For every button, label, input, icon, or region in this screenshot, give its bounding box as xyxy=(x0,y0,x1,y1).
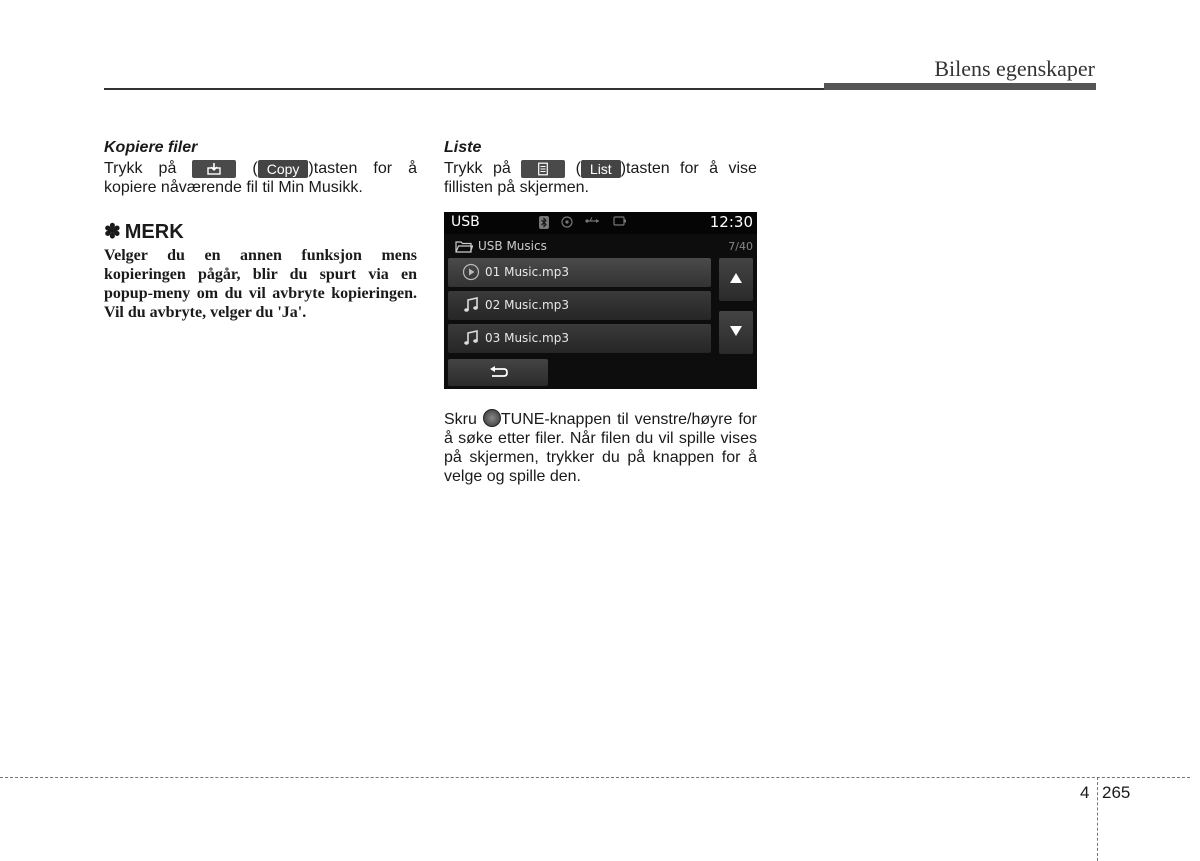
track-item[interactable] xyxy=(448,258,711,287)
music-note-icon xyxy=(462,296,480,314)
copy-button-label: Copy xyxy=(258,160,309,178)
folder-icon xyxy=(455,240,473,253)
kopiere-first-line xyxy=(104,159,417,178)
clock: 12:30 xyxy=(709,213,753,231)
liste-word: Trykk xyxy=(444,160,483,177)
status-bar xyxy=(444,212,757,234)
music-note-icon xyxy=(462,329,480,347)
back-button[interactable] xyxy=(448,359,548,386)
liste-word: på xyxy=(492,160,511,177)
device-icon xyxy=(613,216,627,226)
paren: ( xyxy=(575,160,581,177)
liste-section xyxy=(444,138,757,197)
disc-icon xyxy=(561,216,573,228)
track-name: 03 Music.mp3 xyxy=(485,331,569,345)
liste-word: for xyxy=(680,160,699,177)
kopiere-title: Kopiere filer xyxy=(104,139,198,156)
kopiere-word: )tasten xyxy=(308,160,358,177)
source-label: USB xyxy=(451,214,480,230)
kopiere-word: å xyxy=(408,160,417,177)
tune-body: TUNE-knappen til venstre/høyre for å søke etter filer. Når filen du vil spille vises på skjermen, trykker du på knappen for å velge og spille den. xyxy=(444,411,757,485)
page-header-title: Bilens egenskaper xyxy=(934,56,1095,81)
save-button-icon xyxy=(192,160,236,178)
play-icon xyxy=(462,263,480,281)
kopiere-word: Trykk xyxy=(104,160,143,177)
tune-text xyxy=(444,410,757,486)
track-count: 7/40 xyxy=(728,240,753,253)
folder-name: USB Musics xyxy=(478,239,547,253)
scroll-up-button[interactable] xyxy=(719,258,753,301)
usb-icon xyxy=(585,216,601,226)
liste-first-line xyxy=(444,159,757,178)
bluetooth-icon xyxy=(539,216,549,229)
status-icons xyxy=(539,216,627,229)
liste-text: fillisten på skjermen. xyxy=(444,179,589,196)
header-rule xyxy=(104,88,824,90)
scroll-down-button[interactable] xyxy=(719,311,753,354)
kopiere-word: for xyxy=(373,160,393,177)
footer-rule xyxy=(0,777,1190,778)
arrow-down-icon xyxy=(730,326,742,336)
header-rule-accent xyxy=(824,83,1096,90)
liste-word: )tasten xyxy=(620,160,670,177)
list-button-icon xyxy=(521,160,565,178)
list-icon xyxy=(538,162,548,175)
track-name: 01 Music.mp3 xyxy=(485,265,569,279)
tune-section xyxy=(444,410,757,486)
merk-heading xyxy=(104,223,417,242)
kopiere-text: kopiere nåværende fil til Min Musikk. xyxy=(104,179,363,196)
tune-pre: Skru xyxy=(444,411,477,428)
track-name: 02 Music.mp3 xyxy=(485,298,569,312)
merk-body: Velger du en annen funksjon mens kopieringen pågår, blir du spurt via en popup-meny om du vil avbryte kopieringen. Vil du avbryte, velger du 'Ja'. xyxy=(104,247,417,321)
usb-screen xyxy=(444,212,757,389)
page-number: 265 xyxy=(1102,783,1131,802)
paren: ( xyxy=(252,160,258,177)
liste-word: å xyxy=(709,160,719,177)
arrow-up-icon xyxy=(730,273,742,283)
back-arrow-icon xyxy=(489,365,509,379)
kopiere-section xyxy=(104,138,417,322)
merk-title: MERK xyxy=(124,221,184,243)
track-item[interactable] xyxy=(448,324,711,353)
footer-divider xyxy=(1097,777,1098,861)
tune-knob-icon xyxy=(483,409,501,427)
merk-symbol: ✽ xyxy=(104,221,121,243)
download-icon xyxy=(207,163,221,175)
folder-row xyxy=(444,236,757,256)
chapter-number: 4 xyxy=(1080,783,1090,802)
liste-word: vise xyxy=(728,160,757,177)
liste-title: Liste xyxy=(444,139,482,156)
list-button-label: List xyxy=(581,160,621,178)
track-item[interactable] xyxy=(448,291,711,320)
kopiere-word: på xyxy=(158,160,177,177)
